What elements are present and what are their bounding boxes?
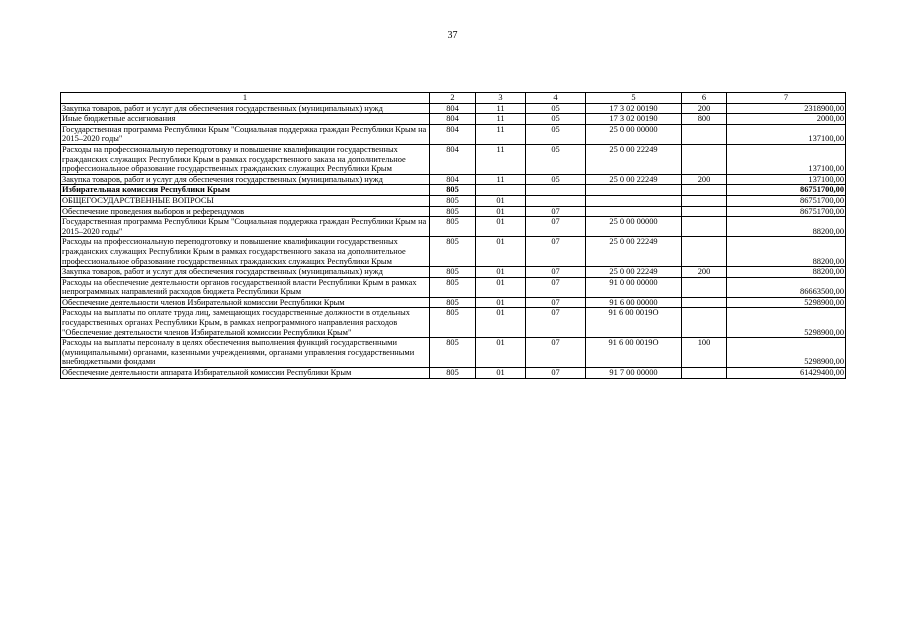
table-row xyxy=(61,124,846,144)
column-header-7: 7 xyxy=(727,93,846,104)
row-subsection: 07 xyxy=(526,368,586,379)
table-header-row xyxy=(61,93,846,104)
column-header-3: 3 xyxy=(476,93,526,104)
row-target-article: 25 0 00 22249 xyxy=(586,267,682,278)
row-section: 11 xyxy=(476,144,526,174)
row-admin-code: 805 xyxy=(430,195,476,206)
row-admin-code: 805 xyxy=(430,217,476,237)
row-target-article: 91 6 00 00000 xyxy=(586,297,682,308)
row-section: 11 xyxy=(476,114,526,125)
row-target-article: 91 7 00 00000 xyxy=(586,368,682,379)
row-subsection: 05 xyxy=(526,124,586,144)
row-amount: 5298900,00 xyxy=(727,338,846,368)
row-admin-code: 804 xyxy=(430,114,476,125)
row-amount: 61429400,00 xyxy=(727,368,846,379)
row-subsection: 07 xyxy=(526,297,586,308)
table-row xyxy=(61,103,846,114)
row-section: 01 xyxy=(476,217,526,237)
table-row xyxy=(61,368,846,379)
row-subsection: 07 xyxy=(526,237,586,267)
row-amount: 88200,00 xyxy=(727,237,846,267)
row-subsection: 07 xyxy=(526,338,586,368)
row-name: Расходы на выплаты по оплате труда лиц, замещающих государственные должности в отдельных государственных органах Республики Крым, в рамках непрограммного направления расходов "Обеспечение деятельности членов Избирательной комиссии Республики Крым" xyxy=(61,308,430,338)
row-expense-type xyxy=(682,237,727,267)
row-name: Расходы на профессиональную переподготовку и повышение квалификации государственных гражданских служащих Республики Крым в рамках государственного заказа на дополнительное профессиональное образование государственных гражданских служащих Республики Крым xyxy=(61,144,430,174)
table-row xyxy=(61,267,846,278)
row-section: 01 xyxy=(476,195,526,206)
row-target-article: 91 6 00 0019О xyxy=(586,308,682,338)
row-admin-code: 805 xyxy=(430,338,476,368)
row-target-article xyxy=(586,185,682,196)
row-target-article: 25 0 00 22249 xyxy=(586,174,682,185)
row-admin-code: 805 xyxy=(430,185,476,196)
row-amount: 86751700,00 xyxy=(727,185,846,196)
row-expense-type xyxy=(682,308,727,338)
row-section: 01 xyxy=(476,368,526,379)
budget-table xyxy=(60,92,846,379)
table-row xyxy=(61,237,846,267)
row-expense-type xyxy=(682,185,727,196)
row-amount: 86751700,00 xyxy=(727,206,846,217)
row-name: ОБЩЕГОСУДАРСТВЕННЫЕ ВОПРОСЫ xyxy=(61,195,430,206)
row-expense-type: 800 xyxy=(682,114,727,125)
row-expense-type xyxy=(682,195,727,206)
row-expense-type xyxy=(682,206,727,217)
row-admin-code: 805 xyxy=(430,297,476,308)
row-expense-type: 200 xyxy=(682,267,727,278)
row-name: Государственная программа Республики Крым "Социальная поддержка граждан Республики Крым на 2015–2020 годы" xyxy=(61,217,430,237)
row-expense-type xyxy=(682,277,727,297)
column-header-2: 2 xyxy=(430,93,476,104)
table-row xyxy=(61,338,846,368)
row-target-article: 17 3 02 00190 xyxy=(586,103,682,114)
column-header-1: 1 xyxy=(61,93,430,104)
table-row xyxy=(61,308,846,338)
row-amount: 2318900,00 xyxy=(727,103,846,114)
row-target-article: 17 3 02 00190 xyxy=(586,114,682,125)
row-target-article: 25 0 00 00000 xyxy=(586,124,682,144)
table-row xyxy=(61,206,846,217)
row-target-article: 25 0 00 22249 xyxy=(586,237,682,267)
row-expense-type: 100 xyxy=(682,338,727,368)
row-amount: 88200,00 xyxy=(727,267,846,278)
row-section: 01 xyxy=(476,277,526,297)
row-admin-code: 805 xyxy=(430,206,476,217)
row-section: 01 xyxy=(476,267,526,278)
column-header-4: 4 xyxy=(526,93,586,104)
row-name: Избирательная комиссия Республики Крым xyxy=(61,185,430,196)
row-name: Обеспечение деятельности членов Избирательной комиссии Республики Крым xyxy=(61,297,430,308)
row-admin-code: 805 xyxy=(430,267,476,278)
row-name: Обеспечение проведения выборов и референдумов xyxy=(61,206,430,217)
row-target-article: 25 0 00 22249 xyxy=(586,144,682,174)
row-name: Закупка товаров, работ и услуг для обеспечения государственных (муниципальных) нужд xyxy=(61,174,430,185)
row-admin-code: 804 xyxy=(430,103,476,114)
table-row xyxy=(61,185,846,196)
row-subsection xyxy=(526,185,586,196)
row-expense-type xyxy=(682,297,727,308)
row-expense-type xyxy=(682,368,727,379)
row-section: 01 xyxy=(476,206,526,217)
row-admin-code: 805 xyxy=(430,308,476,338)
table-row xyxy=(61,297,846,308)
row-target-article xyxy=(586,206,682,217)
row-subsection: 07 xyxy=(526,206,586,217)
row-subsection: 07 xyxy=(526,308,586,338)
row-target-article xyxy=(586,195,682,206)
row-admin-code: 805 xyxy=(430,368,476,379)
row-amount: 86663500,00 xyxy=(727,277,846,297)
row-name: Закупка товаров, работ и услуг для обеспечения государственных (муниципальных) нужд xyxy=(61,103,430,114)
row-amount: 2000,00 xyxy=(727,114,846,125)
row-target-article: 91 6 00 0019О xyxy=(586,338,682,368)
table-row xyxy=(61,277,846,297)
row-section: 11 xyxy=(476,124,526,144)
row-name: Обеспечение деятельности аппарата Избирательной комиссии Республики Крым xyxy=(61,368,430,379)
row-subsection: 07 xyxy=(526,217,586,237)
row-section: 01 xyxy=(476,237,526,267)
row-name: Расходы на профессиональную переподготовку и повышение квалификации государственных гражданских служащих Республики Крым в рамках государственного заказа на дополнительное профессиональное образование государственных гражданских служащих Республики Крым xyxy=(61,237,430,267)
row-amount: 5298900,00 xyxy=(727,297,846,308)
row-subsection: 05 xyxy=(526,114,586,125)
page-number: 37 xyxy=(447,30,458,41)
row-expense-type xyxy=(682,217,727,237)
row-section: 01 xyxy=(476,297,526,308)
row-subsection: 05 xyxy=(526,103,586,114)
row-subsection: 07 xyxy=(526,267,586,278)
column-header-5: 5 xyxy=(586,93,682,104)
column-header-6: 6 xyxy=(682,93,727,104)
row-section: 01 xyxy=(476,338,526,368)
row-name: Государственная программа Республики Крым "Социальная поддержка граждан Республики Крым на 2015–2020 годы" xyxy=(61,124,430,144)
row-expense-type xyxy=(682,144,727,174)
row-subsection: 07 xyxy=(526,277,586,297)
row-name: Расходы на обеспечение деятельности органов государственной власти Республики Крым в рамках непрограммных направлений расходов бюджета Республики Крым xyxy=(61,277,430,297)
table-row xyxy=(61,217,846,237)
row-amount: 137100,00 xyxy=(727,174,846,185)
budget-table-body xyxy=(61,103,846,378)
row-admin-code: 805 xyxy=(430,237,476,267)
row-name: Иные бюджетные ассигнования xyxy=(61,114,430,125)
table-row xyxy=(61,114,846,125)
row-admin-code: 804 xyxy=(430,124,476,144)
row-amount: 137100,00 xyxy=(727,124,846,144)
row-expense-type xyxy=(682,124,727,144)
row-amount: 86751700,00 xyxy=(727,195,846,206)
row-section: 01 xyxy=(476,308,526,338)
row-subsection: 05 xyxy=(526,144,586,174)
row-amount: 137100,00 xyxy=(727,144,846,174)
row-section: 11 xyxy=(476,174,526,185)
row-expense-type: 200 xyxy=(682,103,727,114)
row-amount: 5298900,00 xyxy=(727,308,846,338)
table-row xyxy=(61,174,846,185)
row-admin-code: 804 xyxy=(430,144,476,174)
row-amount: 88200,00 xyxy=(727,217,846,237)
table-row xyxy=(61,195,846,206)
row-section: 11 xyxy=(476,103,526,114)
row-admin-code: 804 xyxy=(430,174,476,185)
row-expense-type: 200 xyxy=(682,174,727,185)
row-name: Закупка товаров, работ и услуг для обеспечения государственных (муниципальных) нужд xyxy=(61,267,430,278)
table-row xyxy=(61,144,846,174)
row-name: Расходы на выплаты персоналу в целях обеспечения выполнения функций государственными (муниципальными) органами, казенными учреждениями, органами управления государственными внебюджетными фондами xyxy=(61,338,430,368)
row-subsection: 05 xyxy=(526,174,586,185)
row-subsection xyxy=(526,195,586,206)
row-target-article: 91 0 00 00000 xyxy=(586,277,682,297)
row-admin-code: 805 xyxy=(430,277,476,297)
row-section xyxy=(476,185,526,196)
row-target-article: 25 0 00 00000 xyxy=(586,217,682,237)
